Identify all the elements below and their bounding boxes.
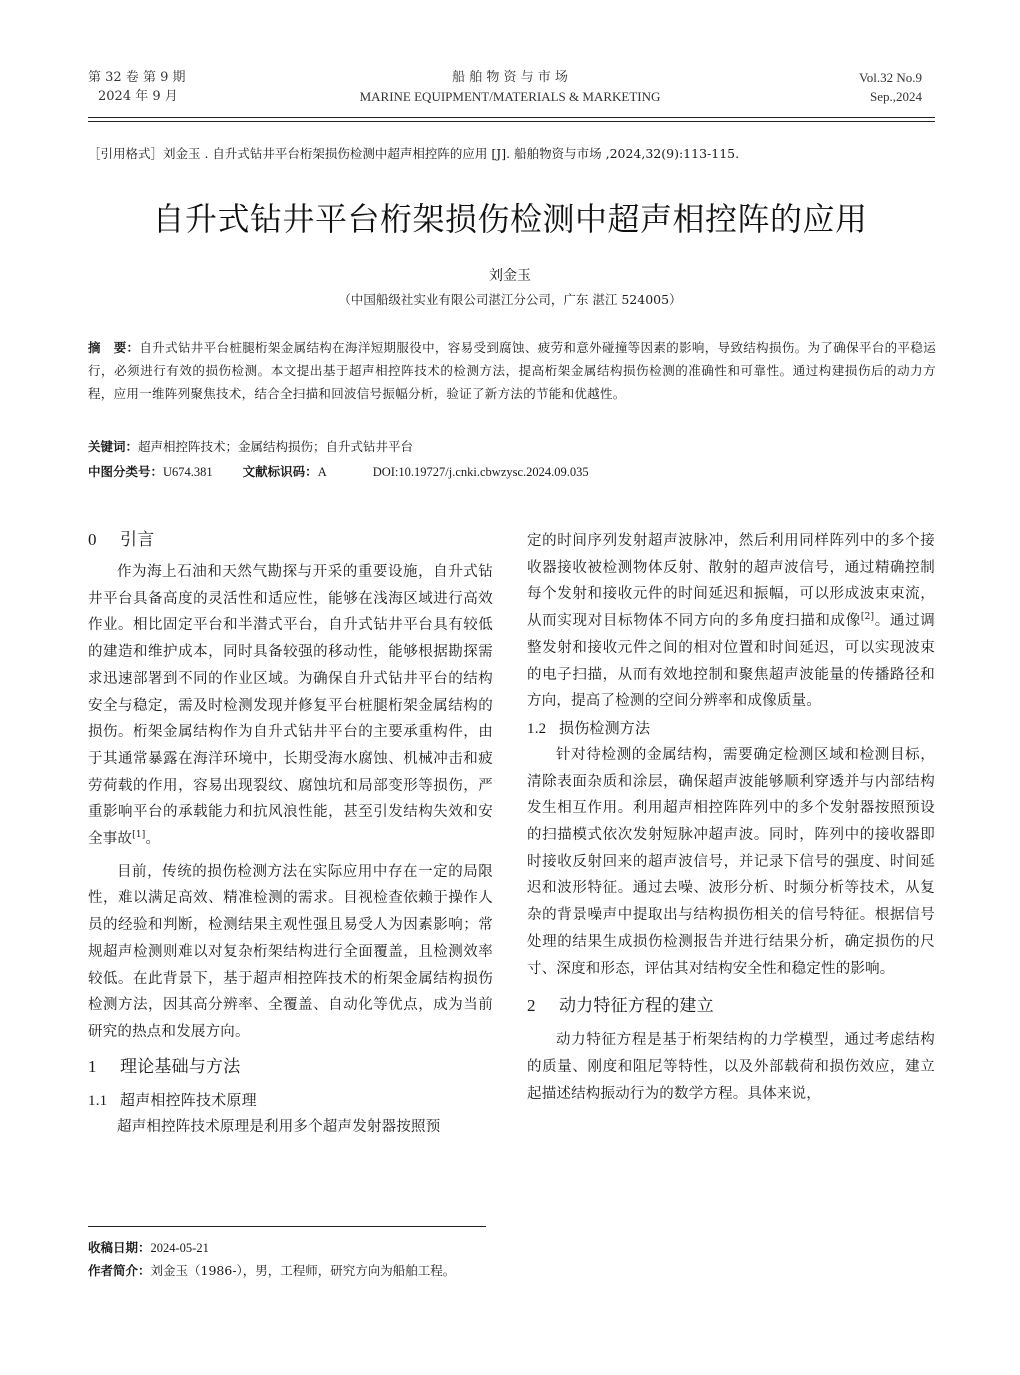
issue-date: 2024 年 9 月	[98, 89, 178, 104]
intro-paragraph-1-text: 作为海上石油和天然气勘探与开采的重要设施，自升式钻井平台具备高度的灵活性和适应性，能够在浅海区域进行高效作业。相比固定平台和半潜式平台，自升式钻井平台具有较低的建造和维护成本，同时具备较强的移动性，能够根据勘探需求迅速部署到不同的作业区域。为确保自升式钻井平台的结构安全与稳定，需及时检测发现并修复平台桩腿桁架金属结构的损伤。桁架金属结构作为自升式钻井平台的主要承重构件，由于其通常暴露在海洋环境中，长期受海水腐蚀、机械冲击和疲劳荷载的作用，容易出现裂纹、腐蚀坑和局部变形等损伤，严重影响平台的承载能力和抗风浪性能，甚至引发结构失效和安全事故	[88, 564, 493, 848]
intro-paragraph-1-end: 。	[145, 831, 161, 848]
section-2-number: 2	[527, 996, 536, 1016]
bio-label: 作者简介：	[88, 1263, 151, 1278]
intro-paragraph-1	[88, 559, 493, 853]
section-1-1-paragraph-cont	[527, 528, 935, 715]
section-1-1-title: 超声相控阵技术原理	[120, 1090, 257, 1109]
keywords	[88, 437, 936, 457]
author-bio	[88, 1261, 788, 1281]
section-1-1-paragraph-end: 。通过调整发射和接收元件之间的相对位置和时间延迟，可以实现波束的电子扫描，从而有效地控制和聚焦超声波能量的传播路径和方向，提高了检测的空间分辨率和成像质量。	[527, 613, 935, 710]
section-1-title: 理论基础与方法	[120, 1056, 241, 1077]
paper-author: 刘金玉	[489, 268, 531, 284]
body-column-left	[88, 528, 493, 1140]
section-1-number: 1	[88, 1056, 97, 1076]
section-1-1-heading	[88, 1087, 493, 1114]
section-2-title: 动力特征方程的建立	[559, 996, 714, 1017]
footnote-rule	[88, 1226, 486, 1227]
issue-volume-en: Vol.32 No.9	[859, 70, 922, 85]
body-column-right	[527, 528, 935, 1107]
citation-ref-1: [1]	[132, 830, 146, 841]
section-1-2-number: 1.2	[527, 720, 547, 737]
doc-code-value: A	[317, 465, 327, 479]
citation-text: 刘金玉 . 自升式钻井平台桁架损伤检测中超声相控阵的应用 [J]. 船舶物资与市场 ,2024,32(9):113-115.	[163, 146, 740, 161]
author-affiliation: （中国船级社实业有限公司湛江分公司，广东 湛江 524005）	[338, 292, 682, 307]
keywords-label: 关键词：	[88, 439, 139, 454]
section-1-2-paragraph: 针对待检测的金属结构，需要确定检测区域和检测目标，清除表面杂质和涂层，确保超声波能够顺利穿透并与内部结构发生相互作用。利用超声相控阵阵列中的多个发射器按照预设的扫描模式依次发射短脉冲超声波。同时，阵列中的接收器即时接收反射回来的超声波信号，并记录下信号的强度、时间延迟和波形特征。通过去噪、波形分析、时频分析等技术，从复杂的背景噪声中提取出与结构损伤相关的信号特征。根据信号处理的结果生成损伤检测报告并进行结果分析，确定损伤的尺寸、深度和形态，评估其对结构安全性和稳定性的影响。	[527, 746, 935, 977]
doi: DOI:10.19727/j.cnki.cbwzysc.2024.09.035	[372, 465, 589, 479]
issue-date-en: Sep.,2024	[870, 89, 922, 104]
header-rule-thick	[88, 117, 935, 118]
doc-code-label: 文献标识码：	[242, 464, 318, 479]
clc-value: U674.381	[163, 465, 213, 479]
citation-format	[88, 145, 948, 163]
section-0-title: 引言	[120, 530, 155, 550]
bio-value: 刘金玉（1986-），男，工程师，研究方向为船舶工程。	[150, 1263, 456, 1278]
abstract-text: 自升式钻井平台桩腿桁架金属结构在海洋短期服役中，容易受到腐蚀、疲劳和意外碰撞等因素的影响，导致结构损伤。为了确保平台的平稳运行，必须进行有效的损伤检测。本文提出基于超声相控阵技术的检测方法，提高桁架金属结构损伤检测的准确性和可靠性。通过构建损伤后的动力方程，应用一维阵列聚焦技术，结合全扫描和回波信号振幅分析，验证了新方法的节能和优越性。	[88, 340, 936, 401]
section-1-2-heading	[527, 715, 935, 742]
section-1-heading	[88, 1055, 493, 1079]
paper-title: 自升式钻井平台桁架损伤检测中超声相控阵的应用	[152, 200, 868, 238]
abstract	[88, 336, 936, 405]
section-2-paragraph: 动力特征方程是基于桁架结构的力学模型，通过考虑结构的质量、刚度和阻尼等特性，以及外部载荷和损伤效应，建立起描述结构振动行为的数学方程。具体来说，	[527, 1032, 935, 1102]
section-2-heading	[527, 994, 935, 1018]
received-label: 收稿日期：	[88, 1240, 151, 1255]
received-date	[88, 1238, 788, 1258]
citation-ref-2: [2]	[860, 612, 875, 623]
section-1-2-title: 损伤检测方法	[559, 718, 651, 737]
journal-name-en: MARINE EQUIPMENT/MATERIALS & MARKETING	[359, 89, 661, 104]
journal-name	[300, 68, 720, 106]
journal-issue	[88, 68, 288, 106]
intro-paragraph-2: 目前，传统的损伤检测方法在实际应用中存在一定的局限性，难以满足高效、精准检测的需求。目视检查依赖于操作人员的经验和判断，检测结果主观性强且易受人为因素影响；常规超声检测则难以对复杂桁架结构进行全面覆盖，且检测效率较低。在此背景下，基于超声相控阵技术的桁架金属结构损伤检测方法，因其高分辨率、全覆盖、自动化等优点，成为当前研究的热点和发展方向。	[88, 863, 493, 1040]
received-value: 2024-05-21	[150, 1241, 209, 1255]
section-1-1-number: 1.1	[88, 1092, 108, 1109]
citation-label: ［引用格式］	[88, 146, 164, 161]
journal-issue-en	[760, 68, 922, 106]
clc-label: 中图分类号：	[88, 464, 164, 479]
header-rule-thin	[88, 121, 935, 122]
classification-line	[88, 462, 936, 482]
section-1-1-paragraph-start: 超声相控阵技术原理是利用多个超声发射器按照预	[117, 1118, 441, 1135]
section-0-number: 0	[88, 530, 97, 549]
journal-name-cn: 船 舶 物 资 与 市 场	[452, 70, 568, 85]
section-0-heading	[88, 528, 493, 552]
abstract-label: 摘 要：	[88, 340, 140, 355]
issue-volume: 第 32 卷 第 9 期	[88, 70, 186, 85]
section-1-1-paragraph-text: 定的时间序列发射超声波脉冲，然后利用同样阵列中的多个接收器接收被检测物体反射、散射的超声波信号，通过精确控制每个发射和接收元件的时间延迟和振幅，可以形成波束束流，从而实现对目标物体不同方向的多角度扫描和成像	[527, 533, 935, 630]
keywords-text: 超声相控阵技术；金属结构损伤；自升式钻井平台	[138, 439, 414, 454]
